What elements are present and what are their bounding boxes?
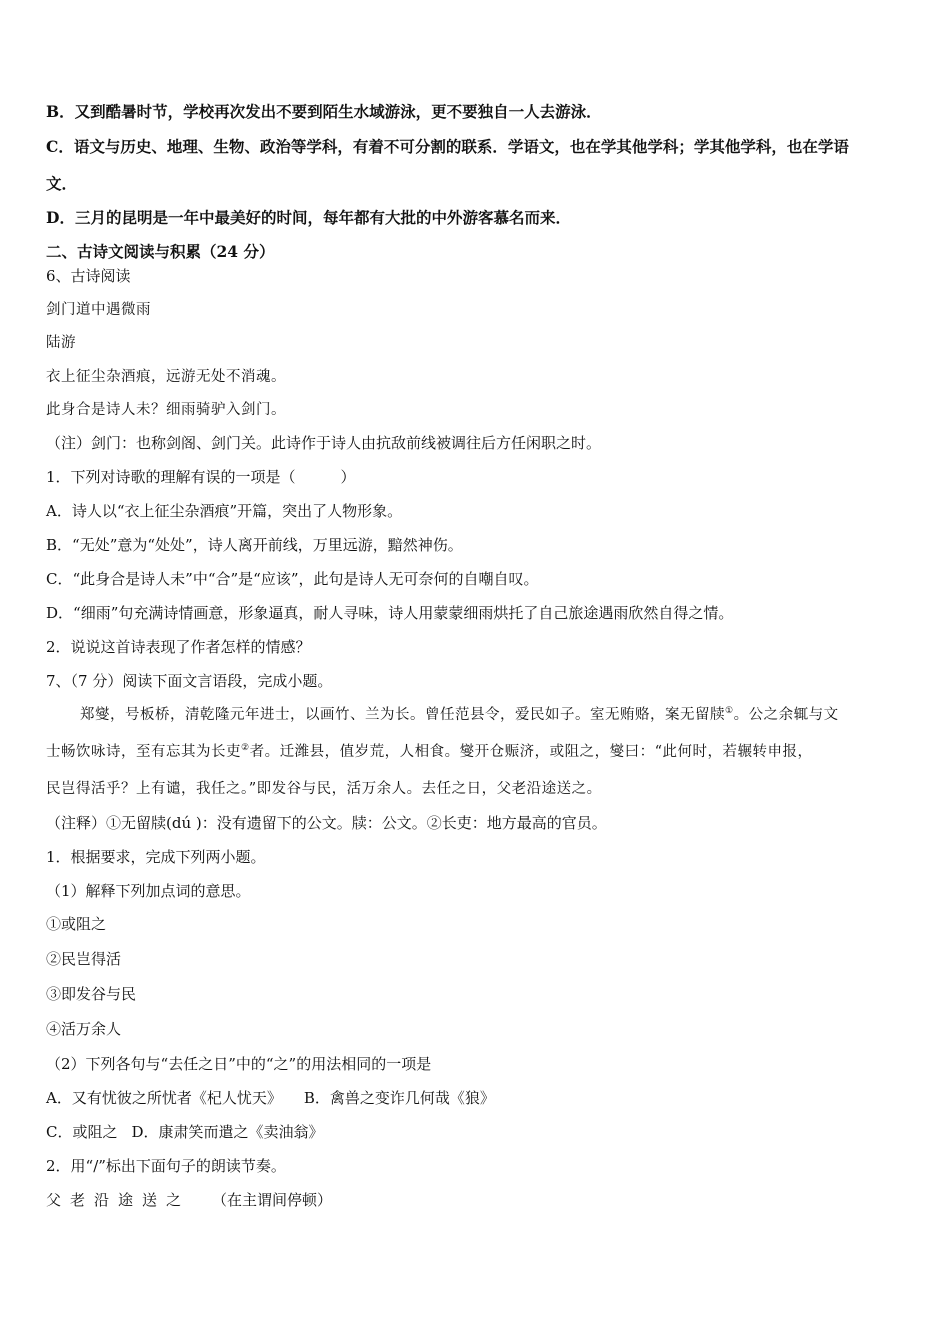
passage-line-3: 民岂得活乎？上有谴，我任之。”即发谷与民，活万余人。去任之日，父老沿途送之。 [46, 781, 602, 797]
option-d-prev: D．三月的昆明是一年中最美好的时间，每年都有大批的中外游客慕名而来． [46, 208, 571, 227]
poem-line-2: 此身合是诗人未？细雨骑驴入剑门。 [46, 402, 286, 418]
q7-options-ab [46, 1088, 495, 1108]
poem-line-1: 衣上征尘杂酒痕，远游无处不消魂。 [46, 369, 286, 385]
poem-note: （注）剑门：也称剑阁、剑门关。此诗作于诗人由抗敌前线被调往后方任闲职之时。 [46, 434, 602, 452]
passage-text: 郑燮，号板桥，清乾隆元年进士，以画竹、兰为长。曾任范县令，爱民如子。室无贿赂，案无留牍 [80, 707, 725, 723]
option-c-prev-line1: C．语文与历史、地理、生物、政治等学科，有着不可分割的联系．学语文，也在学其他学科；学其他学科，也在学语 [46, 137, 849, 156]
poet-name: 陆游 [46, 335, 76, 351]
word-item-1: ①或阻之 [46, 915, 107, 933]
q6-sub2: 2．说说这首诗表现了作者怎样的情感？ [46, 638, 311, 656]
option-c-prev-line2: 文． [46, 174, 78, 193]
poem-title: 剑门道中遇微雨 [46, 302, 151, 318]
q7-options-cd [46, 1122, 324, 1142]
word-item-2: ②民岂得活 [46, 950, 122, 968]
q6-option-b: B．“无处”意为“处处”，诗人离开前线，万里远游，黯然神伤。 [46, 536, 463, 554]
q6-title: 6、古诗阅读 [46, 267, 131, 285]
q6-option-d: D．“细雨”句充满诗情画意，形象逼真，耐人寻味，诗人用蒙蒙细雨烘托了自己旅途遇雨欣然自得之情。 [46, 604, 734, 622]
q7-sub1-stem: 1．根据要求，完成下列两小题。 [46, 848, 266, 866]
rhythm-line [46, 1190, 332, 1210]
passage-text: 士畅饮咏诗，至有忘其为长吏 [46, 744, 241, 760]
word-item-3: ③即发谷与民 [46, 985, 137, 1003]
passage-line-1 [80, 705, 839, 725]
q7-option-b: B．禽兽之变诈几何哉《狼》 [303, 1089, 495, 1107]
q7-part1: （1）解释下列加点词的意思。 [46, 882, 251, 900]
q7-option-a: A．又有忧彼之所忧者《杞人忧天》 [46, 1089, 282, 1107]
q7-option-c: C．或阻之 [46, 1123, 118, 1141]
word-item-4: ④活万余人 [46, 1020, 122, 1038]
q7-option-d: D．康肃笑而遣之《卖油翁》 [131, 1123, 324, 1141]
passage-annotation: （注释）①无留牍(dú )：没有遗留下的公文。牍：公文。②长吏：地方最高的官员。 [46, 814, 607, 832]
footnote-marker-1: ① [725, 706, 734, 717]
q7-sub2-stem: 2．用“/”标出下面句子的朗读节奏。 [46, 1157, 286, 1175]
q6-option-c: C．“此身合是诗人未”中“合”是“应该”，此句是诗人无可奈何的自嘲自叹。 [46, 570, 539, 588]
passage-line-2 [46, 742, 813, 762]
passage-text: 者。迁潍县，值岁荒，人相食。燮开仓赈济，或阻之，燮曰：“此何时，若辗转申报， [249, 744, 813, 760]
q7-title: 7、（7 分）阅读下面文言语段，完成小题。 [46, 672, 333, 690]
footnote-marker-2: ② [241, 743, 250, 754]
q6-option-a: A．诗人以“衣上征尘杂酒痕”开篇，突出了人物形象。 [46, 502, 403, 520]
section-heading: 二、古诗文阅读与积累（24 分） [46, 242, 275, 261]
option-b-prev: B．又到酷暑时节，学校再次发出不要到陌生水域游泳，更不要独自一人去游泳． [46, 102, 602, 121]
rhythm-hint: （在主谓间停顿） [212, 1191, 333, 1209]
passage-text: 。公之余辄与文 [733, 707, 839, 723]
q7-part2: （2）下列各句与“去任之日”中的“之”的用法相同的一项是 [46, 1055, 432, 1073]
rhythm-sentence: 父老沿途送之 [46, 1191, 191, 1209]
q6-sub1-stem: 1．下列对诗歌的理解有误的一项是（ ） [46, 468, 356, 486]
